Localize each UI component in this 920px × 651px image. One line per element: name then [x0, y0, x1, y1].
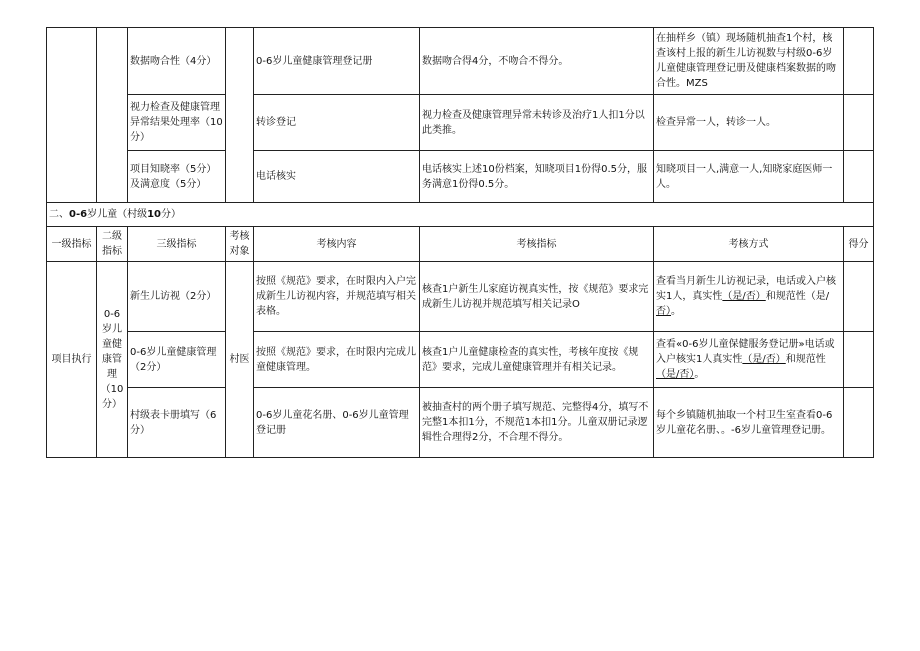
criteria-cell: 电话核实上述10份档案，知晓项目1份得0.5分，服务满意1份得0.5分。	[420, 151, 654, 203]
criteria-cell: 核查1户新生儿家庭访视真实性，按《规范》要求完成新生儿访视并规范填写相关记录O	[420, 262, 654, 332]
indicator-cell: 村级表卡册填写（6分）	[128, 388, 226, 458]
header-indicator: 考核指标	[420, 227, 654, 262]
method-cell: 查看«0-6岁儿童保健服务登记册»电话或入户核实1人真实性（是/否）和规范性（是/否）。	[654, 332, 844, 388]
table-row	[47, 262, 874, 332]
header-level1: 一级指标	[47, 227, 97, 262]
object-cell: 转诊登记	[254, 95, 420, 151]
header-row	[47, 227, 874, 262]
header-level2: 二级指标	[97, 227, 128, 262]
empty-cell	[47, 28, 97, 203]
object-cell: 0-6岁儿童健康管理登记册	[254, 28, 420, 95]
criteria-cell: 视力检查及健康管理异常未转诊及治疗1人扣1分以此类推。	[420, 95, 654, 151]
section-heading-row	[47, 203, 874, 227]
score-cell	[844, 151, 874, 203]
empty-cell	[226, 28, 254, 203]
content-cell: 按照《规范》要求，在时限内入户完成新生儿访视内容，并规范填写相关表格。	[254, 262, 420, 332]
criteria-cell: 数据吻合得4分，不吻合不得分。	[420, 28, 654, 95]
level2-cell: 0-6岁儿童健康管理（10分）	[97, 262, 128, 458]
method-cell: 检查异常一人，转诊一人。	[654, 95, 844, 151]
header-content: 考核内容	[254, 227, 420, 262]
indicator-cell: 视力检查及健康管理异常结果处理率（10分）	[128, 95, 226, 151]
table-row	[47, 28, 874, 95]
table-row	[47, 151, 874, 203]
score-cell	[844, 28, 874, 95]
criteria-cell: 核查1户儿童健康检查的真实性，考核年度按《规范》要求，完成儿童健康管理并有相关记录。	[420, 332, 654, 388]
indicator-cell: 新生儿访视（2分）	[128, 262, 226, 332]
object-cell: 电话核实	[254, 151, 420, 203]
section-heading: 二、0-6岁儿童（村级10分）	[47, 203, 874, 227]
table-row	[47, 95, 874, 151]
score-cell	[844, 388, 874, 458]
score-cell	[844, 332, 874, 388]
criteria-cell: 被抽查村的两个册子填写规范、完整得4分，填写不完整1本扣1分，不规范1本扣1分。儿童双册记录逻辑性合理得2分，不合理不得分。	[420, 388, 654, 458]
assessment-table	[46, 27, 874, 458]
header-score: 得分	[844, 227, 874, 262]
content-cell: 按照《规范》要求，在时限内完成儿童健康管理。	[254, 332, 420, 388]
table-row	[47, 388, 874, 458]
method-cell: 每个乡镇随机抽取一个村卫生室查看0-6岁儿童花名册、。-6岁儿童管理登记册。	[654, 388, 844, 458]
header-target: 考核对象	[226, 227, 254, 262]
method-cell: 查看当月新生儿访视记录，电话或入户核实1人，真实性（是/否）和规范性（是/否）。	[654, 262, 844, 332]
indicator-cell: 数据吻合性（4分）	[128, 28, 226, 95]
empty-cell	[97, 28, 128, 203]
indicator-cell: 项目知晓率（5分）及满意度（5分）	[128, 151, 226, 203]
method-cell: 在抽样乡（镇）现场随机抽查1个村，核查该村上报的新生儿访视数与村级0-6岁儿童健康管理登记册及健康档案数据的吻合性。MZS	[654, 28, 844, 95]
score-cell	[844, 95, 874, 151]
table-row	[47, 332, 874, 388]
level1-cell: 项目执行	[47, 262, 97, 458]
score-cell	[844, 262, 874, 332]
target-cell: 村医	[226, 262, 254, 458]
content-cell: 0-6岁儿童花名册、0-6岁儿童管理登记册	[254, 388, 420, 458]
method-cell: 知晓项目一人,满意一人,知晓家庭医师一人。	[654, 151, 844, 203]
header-method: 考核方式	[654, 227, 844, 262]
indicator-cell: 0-6岁儿童健康管理（2分）	[128, 332, 226, 388]
header-level3: 三级指标	[128, 227, 226, 262]
